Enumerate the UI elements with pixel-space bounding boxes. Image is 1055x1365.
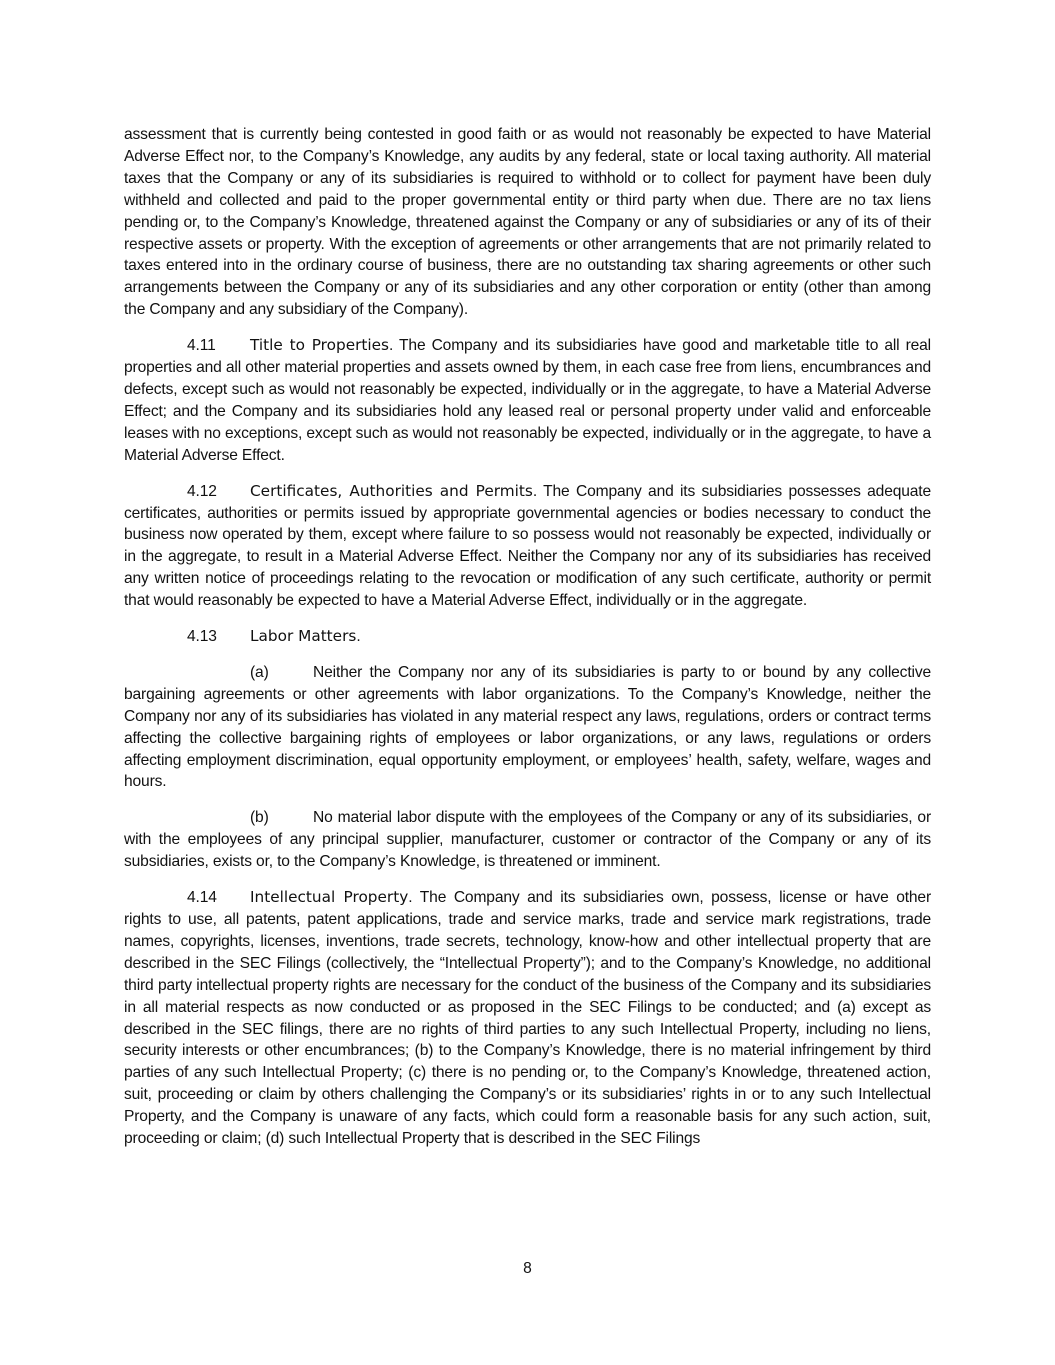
page-number: 8	[523, 1260, 532, 1277]
section-title: Labor Matters	[250, 627, 357, 646]
document-body	[124, 124, 931, 1164]
section-number: 4.13	[187, 628, 217, 646]
subsection-body: Neither the Company nor any of its subsidiaries is party to or bound by any collective bargaining agreements or other agreements with labor organizations. To the Company’s Knowledge, neither the Company nor any of its subsidiaries has violated in any material respect any laws, regulations, orders or contract terms affecting the collective bargaining rights of employees or labor organizations, or any laws, regulations or orders affecting employment discrimination, equal opportunity employment, or employees’ health, safety, welfare, wages and hours.	[124, 663, 931, 791]
section-title: Intellectual Property	[250, 888, 409, 907]
section-body: . The Company and its subsidiaries have good and marketable title to all real properties and all other material properties and assets owned by them, in each case free from liens, encumbrances and defects, except such as would not reasonably be expected, individually or in the aggregate, to have a Material Adverse Effect; and the Company and its subsidiaries hold any leased real or personal property under valid and enforceable leases with no exceptions, except such as would not reasonably be expected, individually or in the aggregate, to have a Material Adverse Effect.	[124, 337, 932, 464]
subsection-4-13-b	[124, 807, 931, 873]
section-4-11	[124, 335, 931, 466]
subsection-letter: (a)	[250, 663, 269, 681]
section-4-14	[124, 887, 931, 1150]
section-4-12	[124, 481, 931, 612]
subsection-body: No material labor dispute with the employees of the Company or any of its subsidiaries, or with the employees of any principal supplier, manufacturer, customer or contractor of the Company or any of its subsidiaries, exists or, to the Company’s Knowledge, is threatened or imminent.	[124, 809, 931, 871]
section-number: 4.11	[187, 337, 216, 355]
section-title: Title to Properties	[250, 336, 390, 355]
section-body: . The Company and its subsidiaries own, possess, license or have other rights to use, all patents, patent applications, trade and service marks, trade and service mark registrations, trade names, copyrights, licenses, inventions, trade secrets, technology, know-how and other intellectual property that are described in the SEC Filings (collectively, the “Intellectual Property”); and to the Company’s Knowledge, no additional third party intellectual property rights are necessary for the conduct of the business of the Company and its subsidiaries in all material respects as now conducted or as proposed in the SEC Filings to be conducted; and (a) except as described in the SEC filings, there are no rights of third parties to any such Intellectual Property, including no liens, security interests or other encumbrances; (b) to the Company’s Knowledge, there is no material infringement by third parties of any such Intellectual Property; (c) there is no pending or, to the Company’s Knowledge, threatened action, suit, proceeding or claim by others challenging the Company’s or its subsidiaries’ rights in or to any such Intellectual Property, and the Company is unaware of any facts, which could form a reasonable basis for any such action, suit, proceeding or claim; (d) such Intellectual Property that is described in the SEC Filings	[124, 889, 931, 1148]
section-number: 4.12	[187, 482, 217, 500]
section-body: . The Company and its subsidiaries possesses adequate certificates, authorities or permits issued by appropriate governmental agencies or bodies necessary to conduct the business now operated by them, except where failure to so possess would not reasonably be expected, individually or in the aggregate, to result in a Material Adverse Effect. Neither the Company nor any of its subsidiaries has received any written notice of proceedings relating to the revocation or modification of any such certificate, authority or permit that would reasonably be expected to have a Material Adverse Effect, individually or in the aggregate.	[124, 482, 931, 610]
section-4-13	[124, 626, 931, 648]
section-number: 4.14	[187, 889, 217, 907]
subsection-letter: (b)	[250, 809, 269, 827]
continued-paragraph: assessment that is currently being contested in good faith or as would not reasonably be expected to have Material Adverse Effect nor, to the Company’s Knowledge, any audits by any federal, state or local taxing authority. All material taxes that the Company or any of its subsidiaries is required to withhold or to collect for payment have been duly withheld and collected and paid to the proper governmental entity or third party when due. There are no tax liens pending or, to the Company’s Knowledge, threatened against the Company or any of subsidiaries or any of its of their respective assets or property. With the exception of agreements or other arrangements that are not primarily related to taxes entered into in the ordinary course of business, there are no outstanding tax sharing agreements or other such arrangements between the Company or any of its subsidiaries and any other corporation or entity (other than among the Company and any subsidiary of the Company).	[124, 126, 931, 319]
subsection-4-13-a	[124, 662, 931, 793]
section-title: Certificates, Authorities and Permits	[250, 481, 533, 500]
section-title-period: .	[356, 628, 361, 646]
